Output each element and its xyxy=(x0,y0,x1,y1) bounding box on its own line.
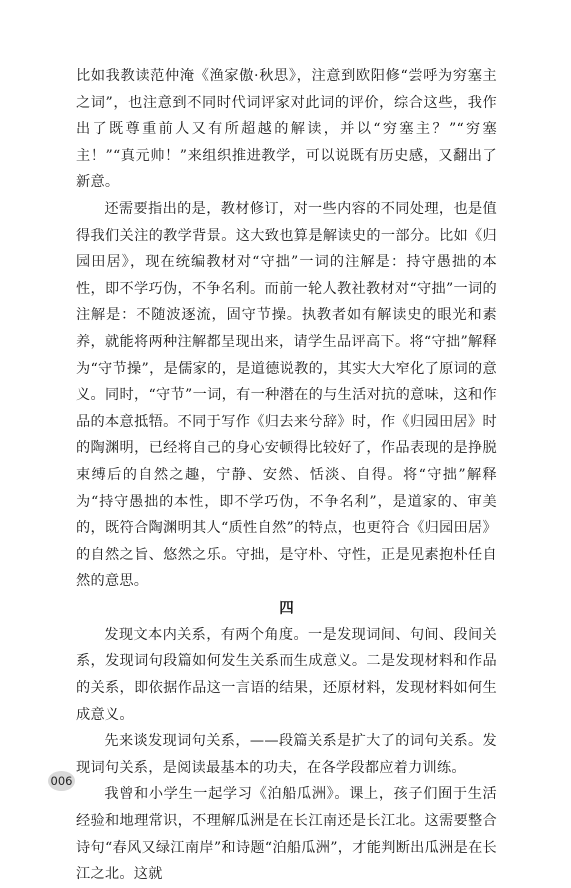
body-text xyxy=(76,63,497,888)
page-number: 006 xyxy=(50,774,73,788)
section-heading: 四 xyxy=(279,599,294,617)
paragraph-fan-zhongyan: 比如我教读范仲淹《渔家傲·秋思》，注意到欧阳修“尝呼为穷塞主之词”，也注意到不同时代词评家对此词的评价，综合这些，我作出了既尊重前人又有所超越的解读，并以“穷塞主？”“穷塞主！”“真元帅！”来组织推进教学，可以说既有历史感，又翻出了新意。 xyxy=(76,68,497,191)
paragraph-word-sentence: 先来谈发现词句关系，——段篇关系是扩大了的词句关系。发现词句关系，是阅读最基本的功夫，在各学段都应着力训练。 xyxy=(76,733,497,776)
page-number-badge xyxy=(48,771,75,791)
paragraph-shouzhuo: 还需要指出的是，教材修订，对一些内容的不同处理，也是值得我们关注的教学背景。这大致也算是解读史的一部分。比如《归园田居》，现在统编教材对“守拙”一词的注解是：持守愚拙的本性，即不学巧伪，不争名利。而前一轮人教社教材对“守拙”一词的注解是：不随波逐流，固守节操。执教者如有解读史的眼光和素养，就能将两种注解都呈现出来，请学生品评高下。将“守拙”解释为“守节操”，是儒家的，是道德说教的，其实大大窄化了原词的意义。同时，“守节”一词，有一种潜在的与生活对抗的意味，这和作品的本意抵牾。不同于写作《归去来兮辞》时，作《归园田居》时的陶渊明，已经将自己的身心安顿得比较好了，作品表现的是挣脱束缚后的自然之趣，宁静、安然、恬淡、自得。将“守拙”解释为“持守愚拙的本性，即不学巧伪，不争名利”，是道家的、审美的，既符合陶渊明其人“质性自然”的特点，也更符合《归园田居》的自然之旨、悠然之乐。守拙，是守朴、守性，正是见素抱朴任自然的意思。 xyxy=(76,200,497,590)
paragraph-text-relations: 发现文本内关系，有两个角度。一是发现词间、句间、段间关系，发现词句段篇如何发生关系而生成意义。二是发现材料和作品的关系，即依据作品这一言语的结果，还原材料，发现材料如何生成意义。 xyxy=(76,626,497,723)
paragraph-guazhou: 我曾和小学生一起学习《泊船瓜洲》。课上，孩子们囿于生活经验和地理常识，不理解瓜洲是在长江南还是长江北。这需要整合诗句“春风又绿江南岸”和诗题“泊船瓜洲”，才能判断出瓜洲是在长江之北。这就 xyxy=(76,786,497,883)
